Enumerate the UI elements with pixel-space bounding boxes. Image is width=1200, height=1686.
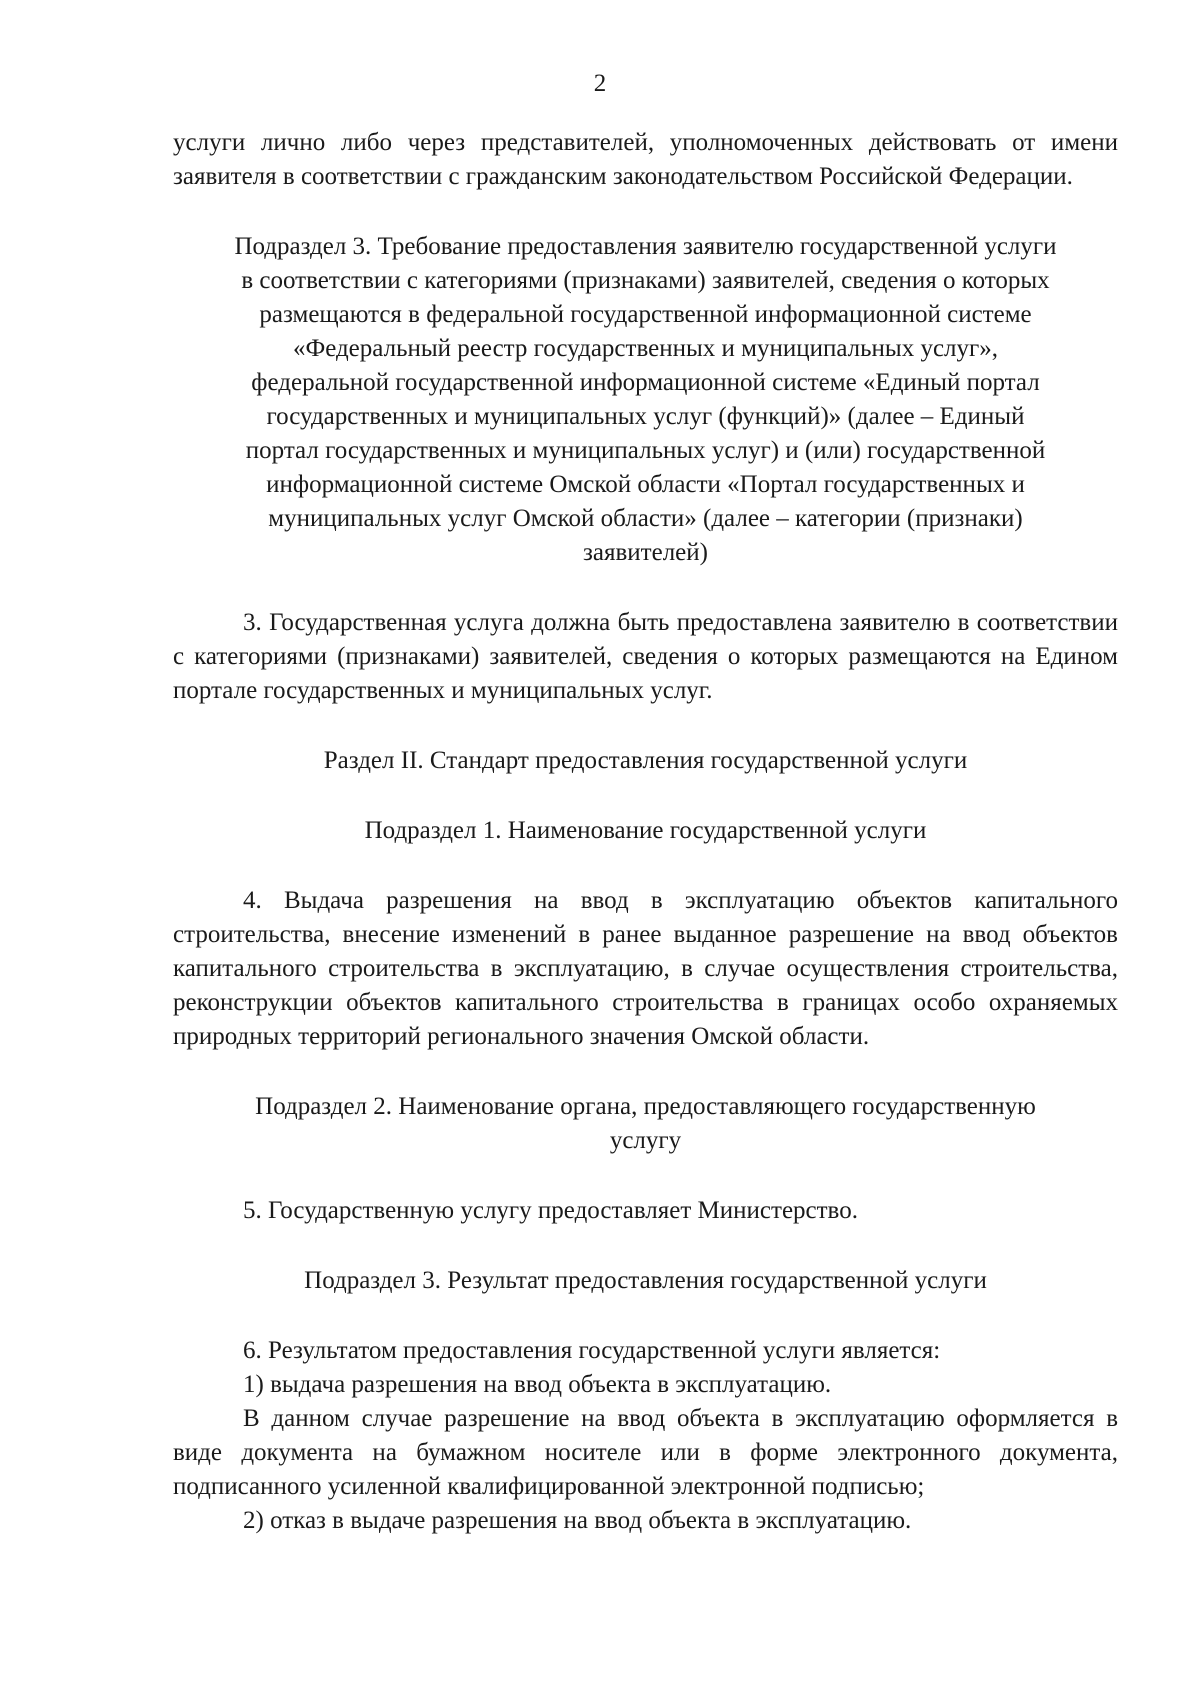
heading-line: федеральной государственной информационной системе «Единый портал [251,369,1040,396]
heading-subsection-1: Подраздел 1. Наименование государственной услуги [364,817,927,844]
paragraph-6-item-1-detail: В данном случае разрешение на ввод объекта в эксплуатацию оформляется в виде документа на бумажном носителе или в форме электронного документа, подписанного усиленной квалифицированной электронной подписью; [173,1405,1118,1500]
paragraph-6: 6. Результатом предоставления государственной услуги является: [243,1337,941,1364]
heading-line: портал государственных и муниципальных услуг) и (или) государственной [245,437,1046,464]
heading-subsection-3-requirement [173,230,1118,570]
heading-section-2: Раздел II. Стандарт предоставления государственной услуги [323,747,968,774]
heading-line: Подраздел 3. Требование предоставления заявителю государственной услуги [234,233,1057,260]
document-body [173,126,1118,1538]
heading-line: государственных и муниципальных услуг (функций)» (далее – Единый [266,403,1025,430]
heading-line: в соответствии с категориями (признаками) заявителей, сведения о которых [241,267,1050,294]
heading-line: Подраздел 2. Наименование органа, предоставляющего государственную [255,1093,1036,1120]
heading-line: услугу [609,1127,682,1154]
paragraph-intro: услуги лично либо через представителей, уполномоченных действовать от имени заявителя в соответствии с гражданским законодательством Российской Федерации. [173,129,1118,190]
heading-line: «Федеральный реестр государственных и муниципальных услуг», [292,335,999,362]
heading-line: муниципальных услуг Омской области» (далее – категории (признаки) [268,505,1023,532]
paragraph-3: 3. Государственная услуга должна быть предоставлена заявителю в соответствии с категориями (признаками) заявителей, сведения о которых размещаются на Едином портале государственных и муниципальных услуг. [173,609,1118,704]
heading-line: заявителей) [583,539,708,566]
paragraph-6-item-1: 1) выдача разрешения на ввод объекта в эксплуатацию. [243,1371,832,1398]
heading-subsection-3-result: Подраздел 3. Результат предоставления государственной услуги [304,1267,987,1294]
heading-line: информационной системе Омской области «Портал государственных и [266,471,1025,498]
heading-subsection-2 [173,1090,1118,1158]
page-number: 2 [593,70,607,97]
paragraph-5: 5. Государственную услугу предоставляет Министерство. [243,1197,858,1224]
heading-line: размещаются в федеральной государственной информационной системе [259,301,1032,328]
paragraph-4: 4. Выдача разрешения на ввод в эксплуатацию объектов капитального строительства, внесение изменений в ранее выданное разрешение на ввод объектов капитального строительства в эксплуатацию, в случае осуществления строительства, реконструкции объектов капитального строительства в границах особо охраняемых природных территорий регионального значения Омской области. [173,887,1118,1050]
paragraph-6-item-2: 2) отказ в выдаче разрешения на ввод объекта в эксплуатацию. [243,1507,912,1534]
